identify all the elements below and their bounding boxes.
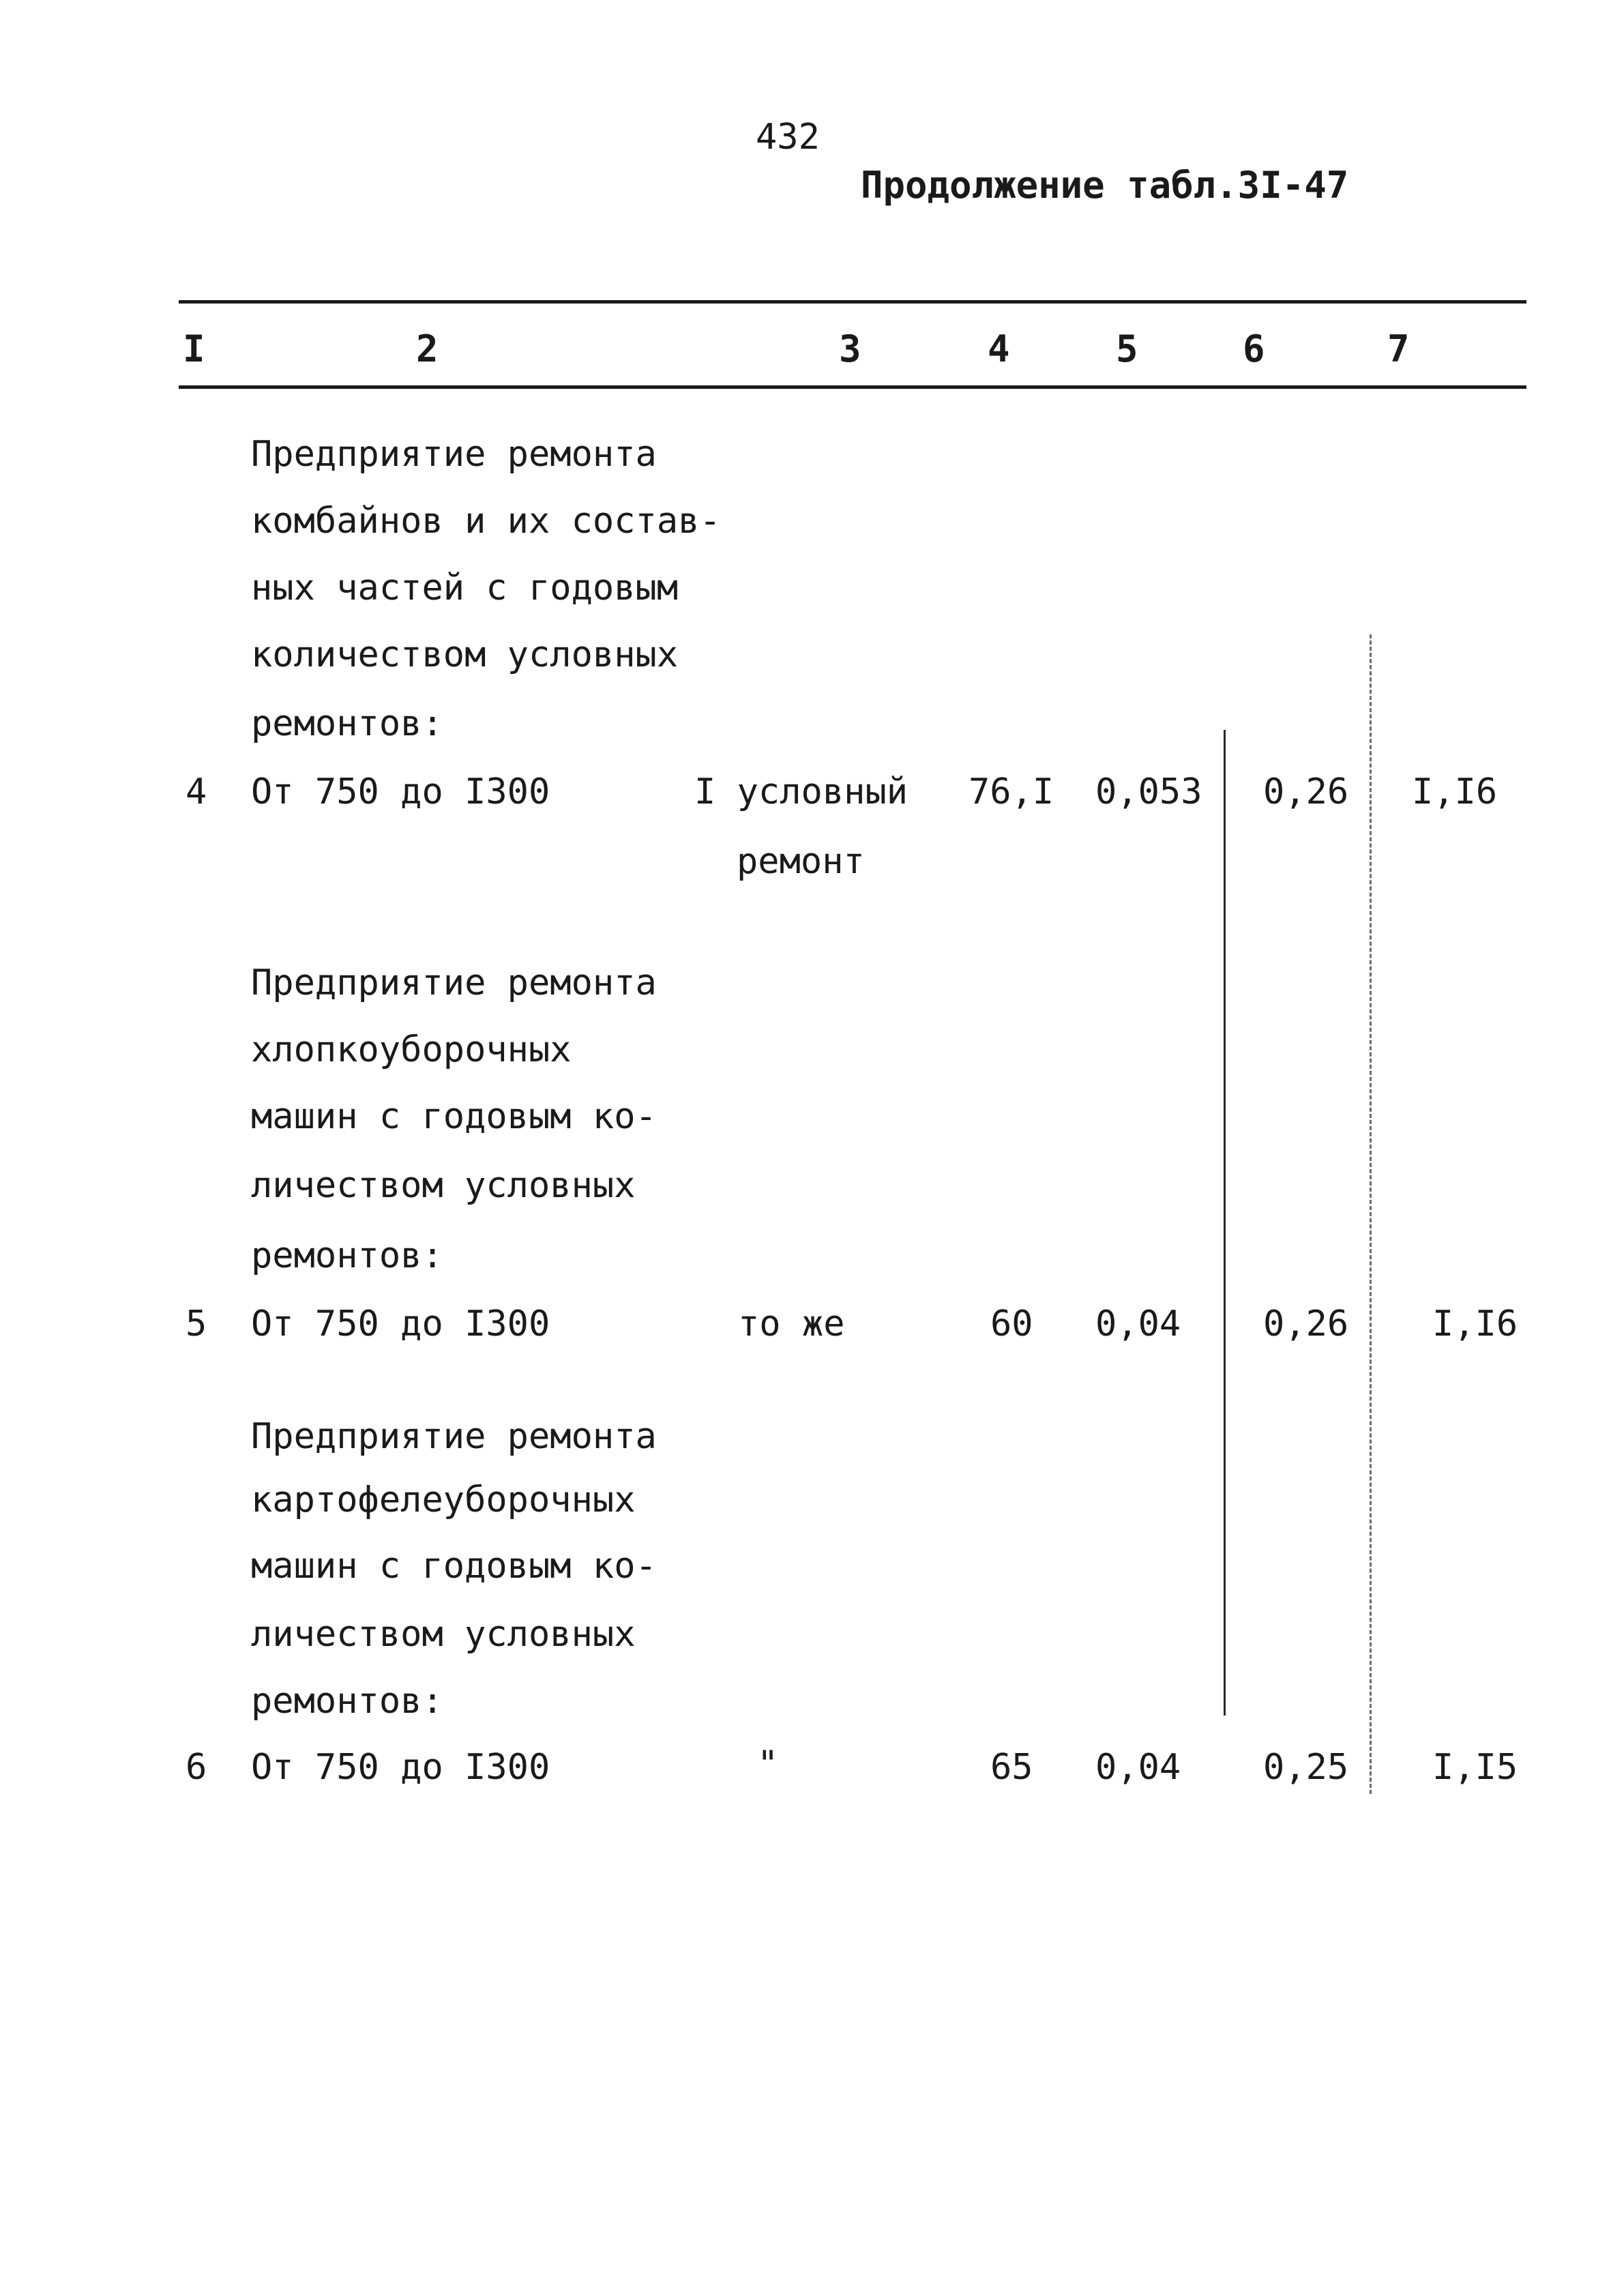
column-header-4: 4 [988,327,1010,370]
section-1-heading-line-3: ных частей с годовым [251,568,679,608]
section-2-heading-line-3: машин с годовым ко- [251,1096,657,1137]
section-2-heading-line-1: Предприятие ремонта [251,962,657,1003]
row-5-range: От 750 до I300 [251,1304,550,1344]
column-header-3: 3 [839,327,861,370]
row-5-col-4: 60 [990,1304,1033,1344]
row-6-range: От 750 до I300 [251,1747,550,1788]
section-3-heading-line-2: картофелеуборочных [251,1480,636,1520]
row-6-number: 6 [186,1747,207,1788]
section-3-heading-line-5: ремонтов: [251,1681,443,1722]
row-6-unit-ditto: " [757,1743,779,1784]
column-header-2: 2 [416,327,439,370]
page-number: 432 [756,117,820,158]
section-1-heading-line-5: ремонтов: [251,703,443,744]
row-6-col-4: 65 [990,1747,1033,1788]
section-3-heading-line-3: машин с годовым ко- [251,1546,657,1587]
row-6-col-7: I,I5 [1432,1747,1518,1788]
section-2-heading-line-4: личеством условных [251,1165,636,1206]
row-4-col-4: 76,I [969,771,1054,812]
column-separator-5-6 [1224,730,1226,1716]
row-4-unit-line-2: ремонт [737,841,865,882]
section-2-heading-line-5: ремонтов: [251,1235,443,1276]
row-4-col-7: I,I6 [1412,771,1498,812]
table-header-rule [179,385,1526,389]
row-4-range: От 750 до I300 [251,771,550,812]
row-6-col-6: 0,25 [1263,1747,1349,1788]
section-1-heading-line-1: Предприятие ремонта [251,434,657,475]
row-4-col-5: 0,053 [1095,771,1202,812]
row-4-col-6: 0,26 [1263,771,1349,812]
row-5-unit: то же [738,1304,845,1344]
row-5-number: 5 [186,1304,207,1344]
section-3-heading-line-1: Предприятие ремонта [251,1416,657,1457]
row-5-col-7: I,I6 [1432,1304,1518,1344]
column-header-6: 6 [1243,327,1265,370]
row-5-col-5: 0,04 [1095,1304,1181,1344]
section-3-heading-line-4: личеством условных [251,1614,636,1655]
column-header-7: 7 [1387,327,1410,370]
section-1-heading-line-2: комбайнов и их состав- [251,501,721,542]
table-top-rule [179,300,1526,304]
row-4-unit-line-1: I условный [694,771,908,812]
table-continuation-label: Продолжение табл.3I-47 [861,164,1349,207]
section-1-heading-line-4: количеством условных [251,634,679,675]
column-header-1: I [183,327,205,370]
row-6-col-5: 0,04 [1095,1747,1181,1788]
column-separator-6-7 [1370,634,1372,1794]
row-4-number: 4 [186,771,207,812]
column-header-5: 5 [1116,327,1138,370]
section-2-heading-line-2: хлопкоуборочных [251,1029,572,1070]
row-5-col-6: 0,26 [1263,1304,1349,1344]
